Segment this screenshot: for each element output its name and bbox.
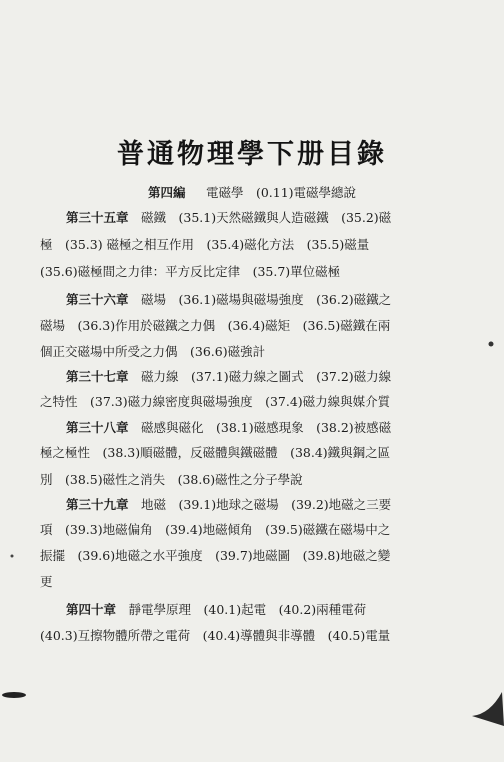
scan-dot-left: [8, 552, 16, 560]
chapter-label: 第三十八章: [66, 420, 129, 435]
toc-line: [40, 237, 462, 253]
toc-line-text: (35.6)磁極間之力律：平方反比定律 (35.7)單位磁極: [40, 264, 341, 279]
chapter-label: 第三十七章: [66, 369, 129, 384]
scan-dot-right: [487, 340, 495, 348]
toc-line-text: 磁場 (36.3)作用於磁鐵之力偶 (36.4)磁矩 (36.5)磁鐵在兩: [40, 318, 391, 333]
toc-line: [40, 210, 462, 226]
toc-line: [40, 445, 462, 461]
toc-line-text: 個正交磁場中所受之力偶 (36.6)磁強計: [40, 344, 266, 359]
toc-line-text: (40.3)互擦物體所帶之電荷 (40.4)導體與非導體 (40.5)電量: [40, 628, 391, 643]
toc-line: [40, 394, 462, 410]
toc-line-text: 極 (35.3) 磁極之相互作用 (35.4)磁化方法 (35.5)磁量: [40, 237, 370, 252]
toc-line: [40, 344, 462, 360]
toc-line: [40, 574, 462, 590]
scan-smudge-right: [470, 686, 504, 726]
toc-line-text: 磁場 (36.1)磁場與磁場強度 (36.2)磁鐵之: [128, 292, 392, 307]
chapter-label: 第四十章: [66, 602, 117, 617]
toc-line: [40, 497, 462, 513]
toc-line-text: 極之極性 (38.3)順磁體，反磁體與鐵磁體 (38.4)鐵與鋼之區: [40, 445, 391, 460]
toc-line: [40, 628, 462, 644]
toc-line: [40, 318, 462, 334]
part-label: 第四編: [147, 185, 186, 200]
toc-line-text: 磁感與磁化 (38.1)磁感現象 (38.2)被感磁: [128, 420, 392, 435]
toc-line-text: 之特性 (37.3)磁力線密度與磁場強度 (37.4)磁力線與媒介質: [40, 394, 391, 409]
scan-smudge-left: [0, 688, 28, 702]
chapter-label: 第三十九章: [66, 497, 129, 512]
toc-line: [40, 472, 462, 488]
part-text: 電磁學 (0.11)電磁學總說: [205, 185, 357, 200]
toc-line: [40, 264, 462, 280]
chapter-label: 第三十五章: [66, 210, 129, 225]
toc-line-text: 別 (38.5)磁性之消失 (38.6)磁性之分子學說: [40, 472, 303, 487]
toc-line: [40, 369, 462, 385]
part-heading-line: [0, 183, 504, 201]
chapter-label: 第三十六章: [66, 292, 129, 307]
toc-line-text: 地磁 (39.1)地球之磁場 (39.2)地磁之三要: [128, 497, 392, 512]
page-title: 普通物理學下册目錄: [117, 139, 387, 170]
toc-line-text: 項 (39.3)地磁偏角 (39.4)地磁傾角 (39.5)磁鐵在磁場中之: [40, 522, 391, 537]
toc-line: [40, 548, 462, 564]
toc-line: [40, 522, 462, 538]
toc-line-text: 靜電學原理 (40.1)起電 (40.2)兩種電荷: [116, 602, 367, 617]
toc-line-text: 磁鐵 (35.1)天然磁鐵與人造磁鐵 (35.2)磁: [128, 210, 392, 225]
toc-line: [40, 420, 462, 436]
toc-line-text: 振擺 (39.6)地磁之水平強度 (39.7)地磁圖 (39.8)地磁之變: [40, 548, 391, 563]
toc-line: [40, 292, 462, 308]
toc-line-text: 更: [40, 574, 53, 589]
toc-line: [40, 602, 462, 618]
toc-line-text: 磁力線 (37.1)磁力線之圖式 (37.2)磁力線: [128, 369, 392, 384]
